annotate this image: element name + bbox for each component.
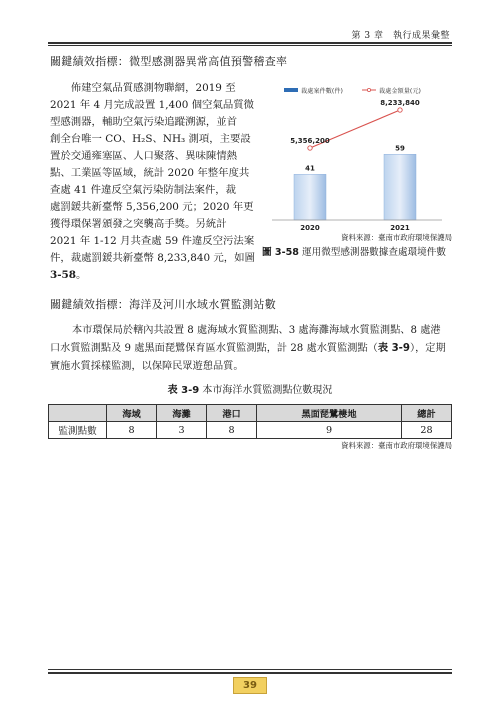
table-header-cell: 總計: [401, 405, 451, 422]
chart-caption: [262, 246, 452, 260]
table-title: 本市海洋水質監測點位數現況: [199, 385, 333, 396]
paragraph-line: 創全台唯一 CO、H₂S、NH₃ 測項，主要設: [50, 133, 251, 145]
table-header-blank: [49, 405, 107, 422]
table-header-cell: 黑面琵鷺棲地: [257, 405, 402, 422]
monitoring-points-table: [48, 404, 452, 439]
line-point-2021: [398, 108, 402, 112]
line-label-2021: 8,233,840: [380, 99, 420, 107]
legend-swatch-bars: [284, 88, 298, 92]
paragraph-line: 2021 年 1-12 月共查處 59 件違反空污法案: [50, 235, 255, 247]
paragraph-text: 口水質監測點及 9 處黑面琵鷺保育區水質監測點，計 28 處水質監測點（: [50, 343, 378, 354]
table-cell: 8: [207, 422, 257, 439]
table-caption: [0, 381, 500, 396]
legend-marker-line: [367, 88, 370, 91]
paragraph-line: 獲得環保署頒發之突襲高手獎。另統計: [50, 218, 227, 230]
figure-reference: 3-58: [50, 269, 77, 281]
footer-rule: [48, 672, 452, 674]
page-number: 39: [233, 677, 267, 694]
paragraph-line: 2021 年 4 月完成設置 1,400 個空氣品質微: [50, 99, 255, 111]
line-label-2020: 5,356,200: [290, 137, 330, 145]
paragraph-line-last: [50, 267, 257, 284]
x-tick-2020: 2020: [300, 224, 320, 232]
figure-number: 圖 3-58: [262, 247, 299, 258]
table-reference: 表 3-9: [377, 343, 410, 354]
table-cell: 3: [157, 422, 207, 439]
table-source: 資料來源：臺南市政府環境保護局: [341, 441, 452, 450]
footer-rule-thin: [48, 669, 452, 670]
figure-title: 運用微型感測器數據查處環境件數: [298, 247, 446, 258]
figure-reference-suffix: 。: [76, 269, 87, 281]
paragraph-line: 處罰鍰共新臺幣 5,356,200 元；2020 年更: [50, 201, 254, 213]
bar-label-2021: 59: [395, 144, 405, 153]
table-cell: 28: [401, 422, 451, 439]
chart-legend: [284, 87, 421, 95]
paragraph-line: 實施水質採樣監測，以保障民眾遊憩品質。: [50, 361, 244, 372]
table-header-cell: 海域: [107, 405, 157, 422]
x-tick-labels: [300, 224, 410, 232]
table-number: 表 3-9: [167, 385, 200, 396]
line-series: [290, 99, 420, 153]
paragraph-line: 查處 41 件違反空氣污染防制法案件，裁: [50, 184, 237, 196]
enforcement-chart: [262, 82, 452, 232]
line-point-2020: [308, 146, 312, 150]
legend-label-bars: 裁處案件數(件): [301, 88, 343, 95]
chart-source: 資料來源：臺南市政府環境保護局: [341, 233, 452, 242]
bar-series: [294, 144, 416, 220]
header-rule: [48, 42, 452, 44]
bar-2021: [384, 154, 416, 220]
section2-paragraph: [50, 322, 454, 376]
kpi-title-2: 關鍵績效指標：海洋及河川水域水質監測站數: [50, 298, 276, 311]
paragraph-line: 點、工業區等區域，統計 2020 年整年度共: [50, 167, 250, 179]
table-cell: 8: [107, 422, 157, 439]
header-rule-thin: [48, 45, 452, 46]
table-header-cell: 港口: [207, 405, 257, 422]
paragraph-text: ），定期: [409, 343, 446, 354]
section1-paragraph: [50, 80, 257, 284]
table-row-header: 監測點數: [49, 422, 107, 439]
table-header-row: [49, 405, 452, 422]
x-tick-2021: 2021: [390, 224, 410, 232]
table-cell: 9: [257, 422, 402, 439]
paragraph-line: 佈建空氣品質感測物聯網，2019 至: [50, 82, 236, 94]
bar-2020: [294, 174, 326, 220]
chapter-header: 第 3 章 執行成果彙整: [351, 31, 450, 41]
table-header-cell: 海灘: [157, 405, 207, 422]
paragraph-line: 置於交通雍塞區、人口聚落、異味陳情熱: [50, 150, 238, 162]
paragraph-line: 件，裁處罰鍰共新臺幣 8,233,840 元，如圖: [50, 252, 255, 264]
bar-label-2020: 41: [305, 164, 315, 173]
paragraph-line: 本市環保局於轄內共設置 8 處海域水質監測點、3 處海灘海域水質監測點、8 處港: [72, 325, 441, 336]
kpi-title-1: 關鍵績效指標：微型感測器異常高值預警稽查率: [50, 55, 288, 68]
table-row: [49, 422, 452, 439]
paragraph-line: [50, 340, 454, 358]
paragraph-line: 型感測器，輔助空氣污染追蹤溯源，並首: [50, 116, 238, 128]
legend-label-line: 裁處金額量(元): [379, 88, 421, 95]
